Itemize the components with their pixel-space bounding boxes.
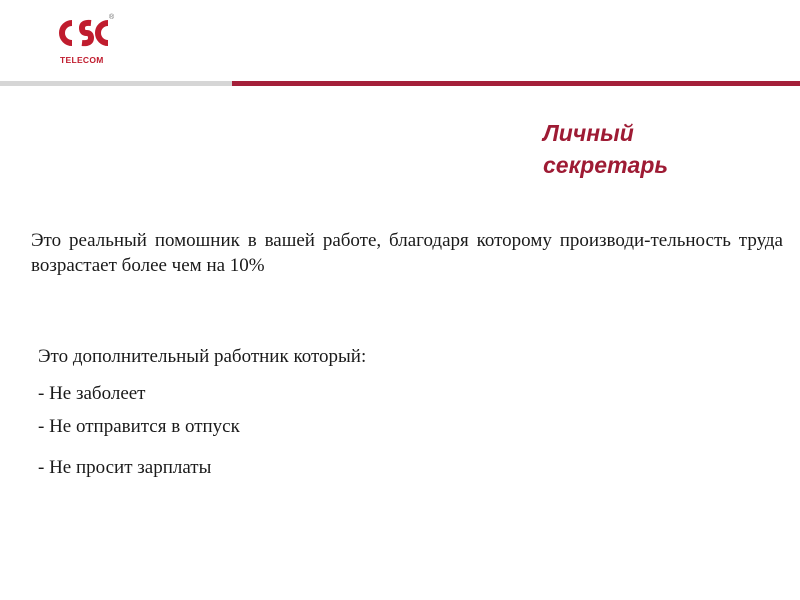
list-item: - Не заболеет — [38, 383, 146, 404]
logo-subtitle: TELECOM — [60, 55, 104, 65]
csc-logo-icon — [55, 14, 111, 52]
list-item: - Не просит зарплаты — [38, 457, 212, 478]
list-item: - Не отправится в отпуск — [38, 416, 240, 437]
intro-paragraph: Это реальный помошник в вашей работе, благодаря которому производи-тельность труда возрастает более чем на 10% — [31, 230, 783, 276]
list-intro: Это дополнительный работник который: — [38, 346, 367, 367]
company-logo — [55, 14, 115, 69]
slide-title-line-2: секретарь — [543, 152, 669, 178]
header-bar-right — [232, 81, 800, 86]
slide-title — [543, 117, 668, 181]
header-bar-left — [0, 81, 232, 86]
registered-mark: ® — [109, 14, 115, 21]
slide-title-line-1: Личный — [543, 120, 634, 146]
